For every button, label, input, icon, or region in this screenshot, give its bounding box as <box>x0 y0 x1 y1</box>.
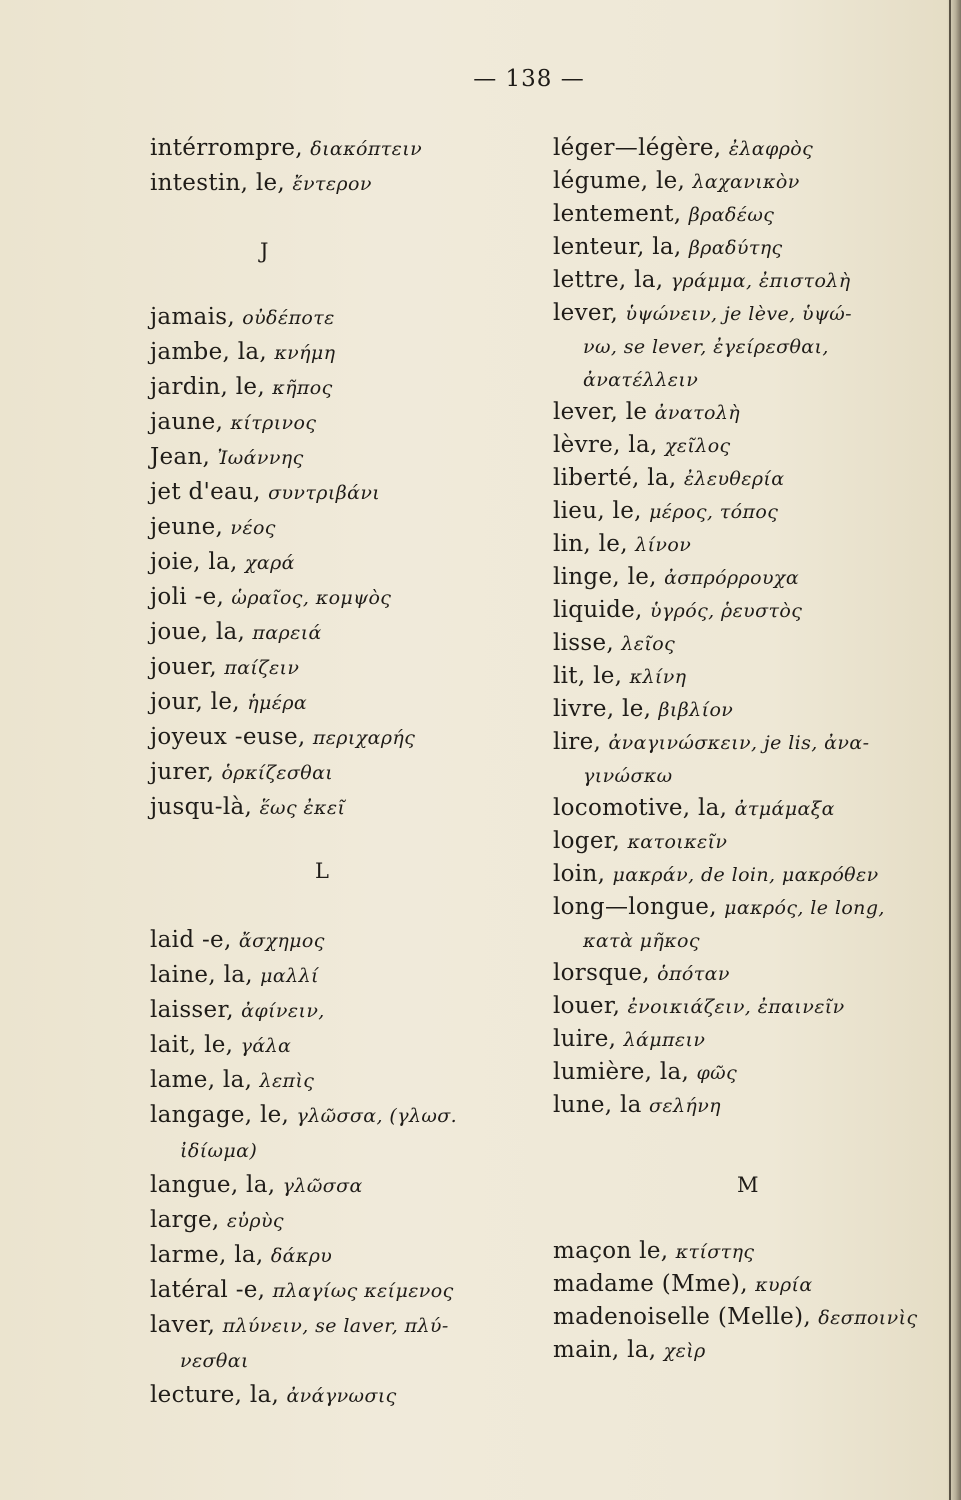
dictionary-entry <box>553 859 879 890</box>
greek-translation: δάκρυ <box>270 1245 333 1267</box>
dictionary-entry <box>553 826 727 857</box>
french-headword: liberté, la, <box>553 465 677 491</box>
dictionary-entry <box>150 547 295 578</box>
french-headword: jurer, <box>150 759 215 785</box>
greek-translation: συντριβάνι <box>268 482 381 504</box>
greek-translation: νέος <box>230 517 276 539</box>
french-headword: lumière, la, <box>553 1059 690 1085</box>
entry-continuation <box>583 760 673 791</box>
greek-translation: νεσθαι <box>180 1350 249 1372</box>
french-headword: laver, <box>150 1312 216 1338</box>
french-headword: maçon le, <box>553 1238 669 1264</box>
french-headword: joyeux -euse, <box>150 724 306 750</box>
dictionary-entry <box>150 1100 457 1131</box>
french-headword: long—longue, <box>553 894 717 920</box>
french-headword: lecture, la, <box>150 1382 280 1408</box>
french-headword: joue, la, <box>150 619 246 645</box>
greek-translation: παίζειν <box>224 657 300 679</box>
greek-translation: βραδύτης <box>688 237 783 259</box>
greek-translation: ἄσχημος <box>238 930 325 952</box>
greek-translation: περιχαρής <box>312 727 416 749</box>
dictionary-entry <box>553 595 802 626</box>
dictionary-entry <box>150 757 333 788</box>
french-headword: loger, <box>553 828 621 854</box>
greek-translation: μακράν, de loin, μακρόθεν <box>612 864 879 886</box>
french-headword: laine, la, <box>150 962 253 988</box>
greek-translation: λίνον <box>635 534 692 556</box>
dictionary-entry <box>150 1240 332 1271</box>
french-headword: lieu, le, <box>553 498 642 524</box>
french-headword: jusqu-là, <box>150 794 253 820</box>
greek-translation: σελήνη <box>649 1095 721 1117</box>
greek-translation: ἡμέρα <box>247 692 308 714</box>
french-headword: lit, le, <box>553 663 623 689</box>
greek-translation: ἀνατέλλειν <box>583 369 699 391</box>
page-number: — 138 — <box>473 66 585 92</box>
greek-translation: ἐλαφρὸς <box>728 138 814 160</box>
greek-translation: ὑψώνειν, je lève, ὑψώ- <box>625 303 852 325</box>
french-headword: langue, la, <box>150 1172 276 1198</box>
dictionary-entry <box>150 1065 314 1096</box>
greek-translation: βιβλίον <box>658 699 734 721</box>
french-headword: joie, la, <box>150 549 238 575</box>
dictionary-entry <box>150 960 319 991</box>
french-headword: langage, le, <box>150 1102 290 1128</box>
french-headword: intestin, le, <box>150 170 286 196</box>
greek-translation: ἐλευθερία <box>683 468 785 490</box>
french-headword: intérrompre, <box>150 135 303 161</box>
greek-translation: Ἰωάννης <box>217 447 304 469</box>
dictionary-entry <box>150 407 316 438</box>
french-headword: lin, le, <box>553 531 628 557</box>
dictionary-entry <box>150 133 422 164</box>
dictionary-entry <box>553 958 730 989</box>
greek-translation: γλῶσσα, (γλωσ. <box>296 1105 458 1127</box>
french-headword: laisser, <box>150 997 234 1023</box>
dictionary-entry <box>150 792 345 823</box>
entry-continuation <box>180 1135 257 1166</box>
dictionary-entry <box>150 1310 449 1341</box>
french-headword: joli -e, <box>150 584 225 610</box>
dictionary-entry <box>150 617 322 648</box>
greek-translation: εὐρὺς <box>226 1210 284 1232</box>
french-headword: larme, la, <box>150 1242 264 1268</box>
french-headword: loin, <box>553 861 606 887</box>
dictionary-entry <box>553 496 778 527</box>
dictionary-entry <box>553 991 845 1022</box>
dictionary-entry <box>150 337 335 368</box>
greek-translation: κτίστης <box>675 1241 755 1263</box>
french-headword: légume, le, <box>553 168 686 194</box>
greek-translation: ὁπόταν <box>657 963 730 985</box>
greek-translation: κατοικεῖν <box>627 831 728 853</box>
french-headword: lire, <box>553 729 602 755</box>
dictionary-entry <box>150 652 299 683</box>
greek-translation: ὑγρός, ῥευστὸς <box>649 600 803 622</box>
dictionary-entry <box>553 529 691 560</box>
french-headword: laid -e, <box>150 927 232 953</box>
dictionary-entry <box>150 1030 291 1061</box>
dictionary-entry <box>553 661 686 692</box>
dictionary-entry <box>553 628 675 659</box>
french-headword: linge, le, <box>553 564 657 590</box>
dictionary-entry <box>553 1335 706 1366</box>
dictionary-entry <box>150 477 380 508</box>
greek-translation: ἀνατολὴ <box>654 402 741 424</box>
greek-translation: λαχανικὸν <box>692 171 800 193</box>
french-headword: latéral -e, <box>150 1277 266 1303</box>
greek-translation: ἀνάγνωσις <box>286 1385 397 1407</box>
dictionary-entry <box>150 722 415 753</box>
greek-translation: ἀτμάμαξα <box>734 798 835 820</box>
french-headword: lever, <box>553 300 619 326</box>
french-headword: locomotive, la, <box>553 795 728 821</box>
greek-translation: πλαγίως κείμενος <box>272 1280 454 1302</box>
dictionary-entry <box>553 265 851 296</box>
greek-translation: νω, se lever, ἐγείρεσθαι, <box>583 336 829 358</box>
french-headword: jet d'eau, <box>150 479 261 505</box>
greek-translation: κνήμη <box>274 342 336 364</box>
dictionary-entry <box>150 582 391 613</box>
dictionary-entry <box>150 1205 284 1236</box>
dictionary-entry <box>150 1380 397 1411</box>
dictionary-entry <box>150 302 335 333</box>
greek-translation: γράμμα, ἐπιστολὴ <box>670 270 851 292</box>
greek-translation: οὐδέποτε <box>242 307 335 329</box>
greek-translation: κατὰ μῆκος <box>583 930 700 952</box>
greek-translation: γινώσκω <box>583 765 673 787</box>
dictionary-entry <box>553 430 731 461</box>
dictionary-entry <box>553 133 813 164</box>
dictionary-entry <box>150 442 304 473</box>
greek-translation: λάμπειν <box>623 1029 706 1051</box>
french-headword: madame (Mme), <box>553 1271 748 1297</box>
dictionary-entry <box>553 1024 705 1055</box>
french-headword: lever, le <box>553 399 648 425</box>
french-headword: liquide, <box>553 597 643 623</box>
dictionary-entry <box>553 694 733 725</box>
greek-translation: μέρος, τόπος <box>649 501 779 523</box>
greek-translation: παρειά <box>252 622 322 644</box>
french-headword: jaune, <box>150 409 224 435</box>
french-headword: luire, <box>553 1026 617 1052</box>
french-headword: livre, le, <box>553 696 652 722</box>
greek-translation: πλύνειν, se laver, πλύ- <box>222 1315 449 1337</box>
dictionary-entry <box>553 463 784 494</box>
french-headword: lettre, la, <box>553 267 664 293</box>
section-letter: M <box>737 1173 759 1197</box>
entry-continuation <box>583 925 700 956</box>
greek-translation: ἕως ἐκεῖ <box>259 797 346 819</box>
greek-translation: κυρία <box>755 1274 813 1296</box>
greek-translation: ἐνοικιάζειν, ἐπαινεῖν <box>627 996 845 1018</box>
greek-translation: μακρός, le long, <box>724 897 885 919</box>
dictionary-entry <box>553 892 885 923</box>
french-headword: main, la, <box>553 1337 657 1363</box>
dictionary-entry <box>553 793 835 824</box>
greek-translation: μαλλί <box>260 965 319 987</box>
french-headword: lait, le, <box>150 1032 234 1058</box>
dictionary-entry <box>553 1236 754 1267</box>
dictionary-entry <box>553 1090 721 1121</box>
greek-translation: λεπὶς <box>259 1070 315 1092</box>
dictionary-entry <box>553 562 799 593</box>
entry-continuation <box>583 364 698 395</box>
french-headword: jour, le, <box>150 689 240 715</box>
entry-continuation <box>180 1345 249 1376</box>
greek-translation: λεῖος <box>621 633 676 655</box>
dictionary-entry <box>553 199 774 230</box>
greek-translation: ὡραῖος, κομψὸς <box>231 587 392 609</box>
french-headword: lorsque, <box>553 960 650 986</box>
french-headword: lune, la <box>553 1092 642 1118</box>
french-headword: jamais, <box>150 304 235 330</box>
greek-translation: ἀφίνειν, <box>241 1000 325 1022</box>
greek-translation: ἀναγινώσκειν, je lis, ἀνα- <box>608 732 870 754</box>
french-headword: jambe, la, <box>150 339 267 365</box>
greek-translation: χεὶρ <box>663 1340 706 1362</box>
greek-translation: κλίνη <box>629 666 687 688</box>
french-headword: jardin, le, <box>150 374 265 400</box>
section-letter: L <box>315 859 329 883</box>
french-headword: lame, la, <box>150 1067 253 1093</box>
dictionary-entry <box>150 995 325 1026</box>
greek-translation: βραδέως <box>688 204 775 226</box>
greek-translation: χεῖλος <box>664 435 731 457</box>
dictionary-entry <box>553 1269 813 1300</box>
french-headword: lèvre, la, <box>553 432 658 458</box>
french-headword: jouer, <box>150 654 217 680</box>
french-headword: madenoiselle (Melle), <box>553 1304 811 1330</box>
section-letter: J <box>260 239 269 263</box>
dictionary-entry <box>553 1057 737 1088</box>
french-headword: louer, <box>553 993 621 1019</box>
french-headword: lenteur, la, <box>553 234 682 260</box>
dictionary-entry <box>150 925 325 956</box>
dictionary-entry <box>553 397 740 428</box>
greek-translation: ἰδίωμα) <box>180 1140 258 1162</box>
page-edge-line <box>949 0 951 1500</box>
french-headword: léger—légère, <box>553 135 722 161</box>
greek-translation: ἔντερον <box>292 173 372 195</box>
dictionary-entry <box>553 298 852 329</box>
french-headword: jeune, <box>150 514 224 540</box>
greek-translation: κῆπος <box>272 377 333 399</box>
dictionary-entry <box>150 1275 454 1306</box>
entry-continuation <box>583 331 829 362</box>
greek-translation: δεσποινὶς <box>818 1307 918 1329</box>
french-headword: large, <box>150 1207 220 1233</box>
dictionary-entry <box>553 166 800 197</box>
greek-translation: γλῶσσα <box>282 1175 363 1197</box>
french-headword: lisse, <box>553 630 615 656</box>
greek-translation: φῶς <box>696 1062 738 1084</box>
dictionary-entry <box>150 1170 363 1201</box>
dictionary-entry <box>150 687 307 718</box>
greek-translation: διακόπτειν <box>310 138 423 160</box>
dictionary-entry <box>150 168 372 199</box>
greek-translation: χαρά <box>244 552 295 574</box>
greek-translation: ἀσπρόρρουχα <box>664 567 800 589</box>
dictionary-entry <box>150 512 276 543</box>
dictionary-entry <box>553 1302 918 1333</box>
french-headword: lentement, <box>553 201 682 227</box>
greek-translation: γάλα <box>240 1035 292 1057</box>
greek-translation: κίτρινος <box>230 412 317 434</box>
dictionary-entry <box>553 727 869 758</box>
dictionary-entry <box>150 372 333 403</box>
dictionary-entry <box>553 232 783 263</box>
greek-translation: ὁρκίζεσθαι <box>221 762 334 784</box>
french-headword: Jean, <box>150 444 211 470</box>
